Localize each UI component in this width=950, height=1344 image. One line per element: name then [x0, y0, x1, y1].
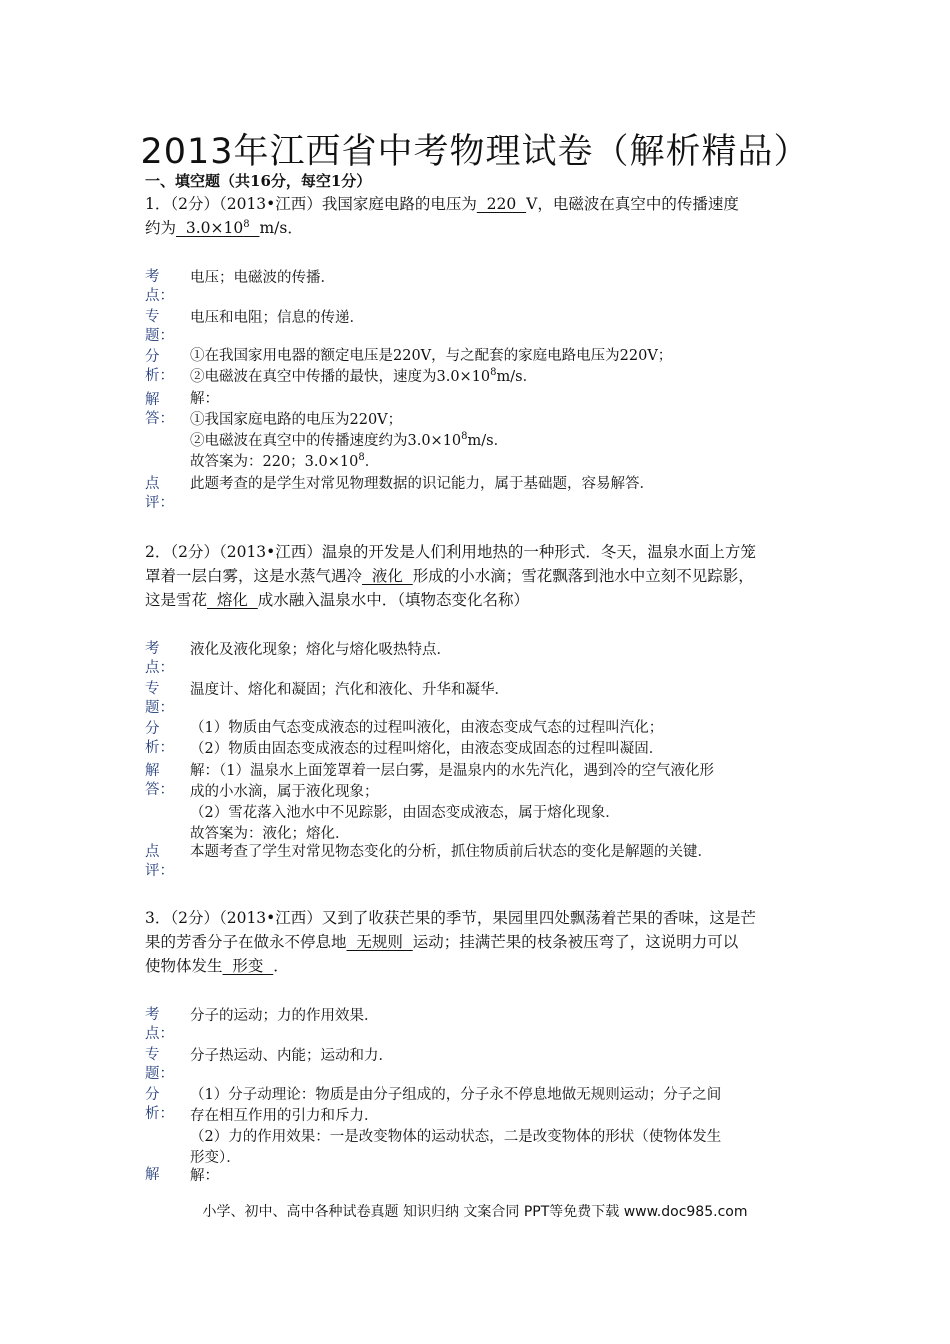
label-zhuanti: 专 题：: [145, 681, 174, 716]
answer-blank: 无规则: [346, 933, 413, 951]
label-dianping: 点 评：: [145, 844, 174, 879]
label-jieda: 解: [145, 1167, 160, 1183]
label-fenxi: 分 析：: [145, 349, 174, 384]
fenxi-content: （1）物质由气态变成液态的过程叫液化，由液态变成气态的过程叫汽化； （2）物质由固态变成液态的过程叫熔化，由液态变成固态的过程叫凝固．: [190, 720, 664, 757]
kaodian-content: 液化及液化现象；熔化与熔化吸热特点．: [190, 642, 451, 658]
dianping-content: 此题考查的是学生对常见物理数据的识记能力，属于基础题，容易解答．: [190, 476, 654, 492]
zhuanti-content: 温度计、熔化和凝固；汽化和液化、升华和凝华．: [190, 682, 509, 698]
question-1: [145, 192, 825, 240]
jieda-content: 解： ①我国家庭电路的电压为220V； ②电磁波在真空中的传播速度约为$3.0\times 10^8m/s$． 故答案为：220；$3.0\times 10^8$．: [190, 391, 509, 470]
jieda-content: 解：（1）温泉水上面笼罩着一层白雾，是温泉内的水先汽化，遇到冷的空气液化形 成的小水滴，属于液化现象； （2）雪花落入池水中不见踪影，由固态变成液态，属于熔化现象． 故答案为：液化；熔化．: [190, 763, 714, 842]
label-kaodian: 考 点：: [145, 1007, 174, 1042]
question-2: 2．（2分）（2013•江西）温泉的开发是人们利用地热的一种形式．冬天，温泉水面上方笼 罩着一层白雾，这是水蒸气遇冷 液化 形成的小水滴；雪花飘落到池水中立刻不见踪影， 这是雪花 熔化 成水融入温泉水中．（填物态变化名称）: [145, 540, 825, 612]
zhuanti-content: 分子热运动、内能；运动和力．: [190, 1048, 393, 1064]
label-dianping: 点 评：: [145, 476, 174, 511]
dianping-content: 本题考查了学生对常见物态变化的分析，抓住物质前后状态的变化是解题的关键．: [190, 844, 712, 860]
question-1-line-2: 约为 $3.0\times 10^8$ m/s．: [145, 216, 825, 240]
zhuanti-content: 电压和电阻；信息的传递．: [190, 310, 364, 326]
fenxi-content: （1）分子动理论：物质是由分子组成的，分子永不停息地做无规则运动；分子之间 存在相互作用的引力和斥力． （2）力的作用效果：一是改变物体的运动状态，二是改变物体的形状（使物体发生 形变）．: [190, 1087, 722, 1166]
question-1-line-1: 1．（2分）（2013•江西）我国家庭电路的电压为 220 V，电磁波在真空中的传播速度: [145, 192, 825, 216]
answer-blank: 液化: [362, 567, 413, 585]
label-jieda: 解 答：: [145, 763, 174, 798]
label-kaodian: 考 点：: [145, 641, 174, 676]
fenxi-content: ①在我国家用电器的额定电压是220V，与之配套的家庭电路电压为220V； ②电磁波在真空中传播的最快，速度为$3.0\times 10^8m/s$．: [190, 348, 673, 385]
label-fenxi: 分 析：: [145, 721, 174, 756]
label-jieda: 解 答：: [145, 392, 174, 427]
answer-blank: $3.0\times 10^8$: [176, 219, 250, 237]
answer-blank: 形变: [222, 957, 274, 975]
label-zhuanti: 专 题：: [145, 309, 174, 344]
page-title: 2013年江西省中考物理试卷（解析精品）: [140, 132, 810, 172]
label-kaodian: 考 点：: [145, 269, 174, 304]
kaodian-content: 电压；电磁波的传播．: [190, 270, 335, 286]
answer-blank: 220: [476, 195, 527, 213]
section-heading: 一、填空题（共16分，每空1分）: [145, 172, 372, 190]
question-3: 3．（2分）（2013•江西）又到了收获芒果的季节，果园里四处飘荡着芒果的香味，这是芒 果的芳香分子在做永不停息地 无规则 运动；挂满芒果的枝条被压弯了，这说明力可以 使物体发生 形变 ．: [145, 906, 825, 978]
label-fenxi: 分 析：: [145, 1087, 174, 1122]
label-zhuanti: 专 题：: [145, 1047, 174, 1082]
answer-blank: 熔化: [207, 591, 258, 609]
kaodian-content: 分子的运动；力的作用效果．: [190, 1008, 379, 1024]
jieda-content: 解：: [190, 1168, 219, 1184]
page-footer: 小学、初中、高中各种试卷真题 知识归纳 文案合同 PPT等免费下载 www.doc985.com: [202, 1204, 748, 1220]
